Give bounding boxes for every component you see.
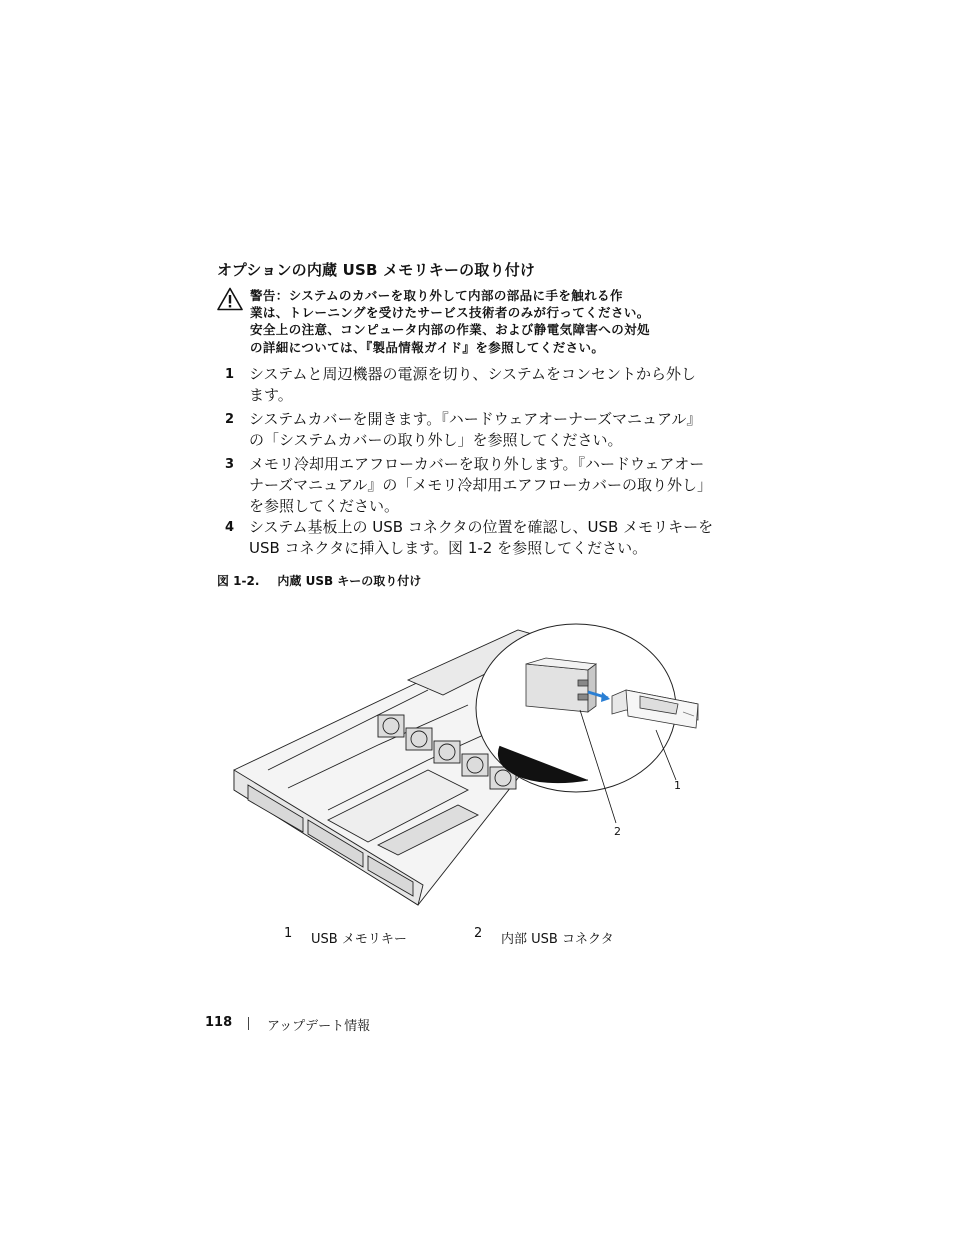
step-text bbox=[249, 454, 719, 517]
server-usb-illustration bbox=[228, 620, 718, 920]
legend-text: 内部 USB コネクタ bbox=[501, 932, 614, 947]
step-line: の「システムカバーの取り外し」を参照してください。 bbox=[249, 431, 623, 449]
warning-line: 業は、トレーニングを受けたサービス技術者のみが行ってください。 bbox=[250, 305, 650, 321]
warning-triangle-icon bbox=[217, 287, 243, 311]
callout-label-2: 2 bbox=[614, 825, 621, 838]
step-text bbox=[249, 364, 719, 406]
legend-number: 2 bbox=[474, 926, 483, 941]
step-line: メモリ冷却用エアフローカバーを取り外します。『ハードウェアオー bbox=[249, 455, 705, 473]
warning-line: 安全上の注意、コンピュータ内部の作業、および静電気障害への対処 bbox=[250, 322, 650, 338]
figure-title: 内蔵 USB キーの取り付け bbox=[277, 574, 422, 588]
section-title: オプションの内蔵 USB メモリキーの取り付け bbox=[217, 261, 536, 279]
page-number: 118 bbox=[205, 1015, 233, 1030]
callout-label-1: 1 bbox=[674, 779, 681, 792]
step-line: システム基板上の USB コネクタの位置を確認し、USB メモリキーを bbox=[249, 518, 714, 536]
step-line: システムと周辺機器の電源を切り、システムをコンセントから外し bbox=[249, 365, 697, 383]
step-line: システムカバーを開きます。『ハードウェアオーナーズマニュアル』 bbox=[249, 410, 702, 428]
warning-line: 警告：システムのカバーを取り外して内部の部品に手を触れる作 bbox=[250, 288, 623, 303]
footer-separator bbox=[248, 1017, 249, 1030]
step-text bbox=[249, 409, 719, 451]
legend-text: USB メモリキー bbox=[311, 932, 407, 947]
warning-line: の詳細については、『製品情報ガイド』を参照してください。 bbox=[250, 339, 605, 355]
step-number: 1 bbox=[225, 367, 235, 382]
step-line: USB コネクタに挿入します。図 1-2 を参照してください。 bbox=[249, 539, 648, 557]
step-number: 2 bbox=[225, 412, 235, 427]
step-number: 3 bbox=[225, 457, 235, 472]
figure-caption bbox=[217, 572, 421, 589]
step-line: ます。 bbox=[249, 386, 293, 404]
warning-text bbox=[250, 287, 720, 356]
figure-label: 図 1-2. bbox=[217, 574, 260, 588]
footer-title: アップデート情報 bbox=[267, 1019, 371, 1034]
internal-usb-connector bbox=[526, 658, 596, 712]
step-line: ナーズマニュアル』の「メモリ冷却用エアフローカバーの取り外し」 bbox=[249, 476, 713, 494]
legend-number: 1 bbox=[284, 926, 293, 941]
page-footer bbox=[205, 1015, 371, 1034]
step-line: を参照してください。 bbox=[249, 497, 400, 515]
step-number: 4 bbox=[225, 520, 235, 535]
step-text bbox=[249, 517, 719, 559]
